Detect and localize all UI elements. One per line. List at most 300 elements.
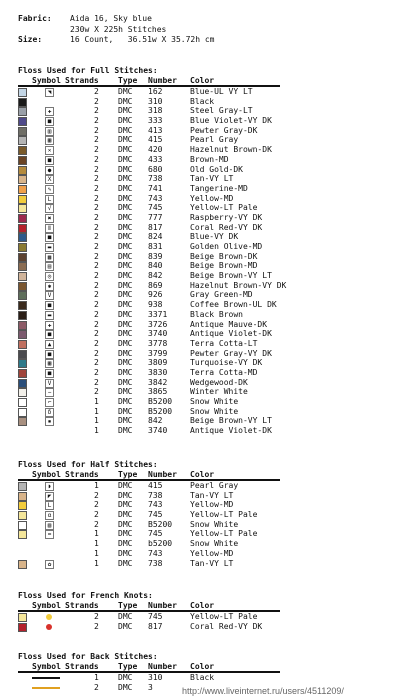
symbol-icon: ▬ — [45, 311, 54, 320]
number-cell: 3726 — [148, 319, 168, 329]
color-swatch — [18, 136, 27, 145]
color-name-cell: Antique Violet-DK — [190, 329, 272, 339]
symbol-icon: ▨ — [45, 521, 54, 530]
type-cell: DMC — [118, 397, 133, 406]
type-cell: DMC — [118, 519, 133, 529]
number-cell: 738 — [148, 174, 163, 184]
number-cell: 420 — [148, 145, 163, 155]
type-cell: DMC — [118, 300, 133, 310]
number-cell: 738 — [148, 558, 163, 568]
color-name-cell: Tan-VY LT — [190, 558, 234, 568]
type-cell: DMC — [118, 510, 133, 520]
number-cell: b5200 — [148, 539, 173, 549]
table-row — [18, 106, 280, 116]
table-row — [18, 213, 280, 223]
color-name-cell: Tangerine-MD — [190, 183, 248, 193]
strands-cell: 2 — [94, 164, 99, 174]
type-cell: DMC — [118, 348, 133, 358]
strands-cell: 2 — [94, 183, 99, 193]
symbol-icon: ▥ — [45, 127, 54, 136]
symbol-icon: ✚ — [45, 321, 54, 330]
number-cell: 738 — [148, 490, 163, 500]
number-cell: B5200 — [148, 397, 173, 406]
strands-cell: 1 — [94, 397, 99, 406]
symbol-icon: L — [45, 195, 54, 204]
number-cell: 817 — [148, 222, 163, 232]
symbol-icon: ▩ — [45, 253, 54, 262]
color-name-cell: Snow White — [190, 539, 239, 549]
strands-cell: 2 — [94, 519, 99, 529]
type-cell: DMC — [118, 242, 133, 251]
color-swatch — [18, 301, 27, 310]
color-swatch — [18, 321, 27, 330]
table-row — [18, 155, 280, 165]
strands-cell: 1 — [94, 416, 99, 426]
table-row — [18, 358, 280, 368]
type-cell: DMC — [118, 125, 133, 135]
color-name-cell: Terra Cotta-MD — [190, 367, 258, 377]
type-cell: DMC — [118, 338, 133, 348]
strands-cell: 2 — [94, 135, 99, 145]
number-cell: 817 — [148, 621, 163, 631]
table-row — [18, 135, 280, 145]
symbol-icon: ▬ — [45, 243, 54, 252]
color-swatch — [18, 530, 27, 539]
french-knots-section — [18, 591, 280, 631]
symbol-icon: ✱ — [45, 282, 54, 291]
color-name-cell: Beige Brown-VY LT — [190, 416, 272, 426]
color-swatch — [18, 156, 27, 165]
color-name-cell: Blue-VY DK — [190, 232, 239, 242]
type-cell: DMC — [118, 164, 133, 174]
color-name-cell: Terra Cotta-LT — [190, 338, 258, 348]
symbol-icon: ▪ — [45, 417, 54, 426]
number-cell: 824 — [148, 232, 163, 242]
symbol-icon: ▦ — [45, 359, 54, 368]
number-cell: 938 — [148, 300, 163, 310]
color-swatch — [18, 98, 27, 107]
section-title: Floss Used for Back Stitches: — [18, 652, 158, 661]
strands-cell: 2 — [94, 87, 99, 96]
symbol-icon: √ — [45, 204, 54, 213]
table-row — [18, 491, 280, 501]
strands-cell: 2 — [94, 106, 99, 116]
color-name-cell: Old Gold-DK — [190, 164, 243, 174]
color-name-cell: Tan-VY LT — [190, 490, 234, 500]
type-cell: DMC — [118, 174, 133, 184]
color-name-cell: Steel Gray-LT — [190, 106, 253, 116]
strands-cell: 2 — [94, 271, 99, 281]
knot-icon — [46, 624, 52, 630]
number-cell: 3 — [148, 682, 153, 692]
type-cell: DMC — [118, 621, 133, 631]
symbol-icon: ■ — [45, 369, 54, 378]
color-name-cell: Pearl Gray — [190, 481, 239, 490]
symbol-icon: ▤ — [45, 262, 54, 271]
col-type: Type — [118, 601, 138, 610]
watermark-url: http://www.liveinternet.ru/users/4511209/ — [182, 686, 344, 696]
strands-cell: 2 — [94, 212, 99, 222]
table-row — [18, 529, 280, 539]
number-cell: 413 — [148, 125, 163, 135]
strands-cell: 2 — [94, 96, 99, 106]
type-cell: DMC — [118, 135, 133, 145]
strands-cell: 1 — [94, 539, 99, 549]
color-swatch — [18, 214, 27, 223]
table-row — [18, 242, 280, 252]
col-number: Number — [148, 662, 177, 671]
color-swatch — [18, 243, 27, 252]
type-cell: DMC — [118, 106, 133, 116]
strands-cell: 1 — [94, 426, 99, 436]
table-row — [18, 252, 280, 262]
number-cell: 433 — [148, 154, 163, 164]
strands-cell: 2 — [94, 242, 99, 251]
symbol-icon: ✕ — [45, 146, 54, 155]
column-header — [18, 601, 280, 612]
table-row — [18, 87, 280, 97]
col-strands: Strands — [65, 470, 99, 479]
color-name-cell: Pewter Gray-DK — [190, 125, 258, 135]
color-swatch — [18, 560, 27, 569]
table-row — [18, 622, 280, 632]
type-cell: DMC — [118, 154, 133, 164]
number-cell: 743 — [148, 193, 163, 203]
color-swatch — [18, 408, 27, 417]
table-row — [18, 416, 280, 426]
color-swatch — [18, 272, 27, 281]
strands-cell: 2 — [94, 319, 99, 329]
number-cell: 3371 — [148, 309, 168, 319]
number-cell: 3740 — [148, 426, 168, 436]
table-row — [18, 126, 280, 136]
strands-cell: 2 — [94, 387, 99, 397]
table-row — [18, 97, 280, 107]
color-swatch — [18, 204, 27, 213]
color-name-cell: Hazelnut Brown-DK — [190, 145, 272, 155]
table-row — [18, 116, 280, 126]
strands-cell: 2 — [94, 154, 99, 164]
color-swatch — [18, 501, 27, 510]
strands-cell: 2 — [94, 682, 99, 692]
number-cell: 310 — [148, 96, 163, 106]
strands-cell: 2 — [94, 348, 99, 358]
strands-cell: 2 — [94, 300, 99, 310]
symbol-icon: ■ — [45, 156, 54, 165]
table-row — [18, 673, 280, 683]
type-cell: DMC — [118, 558, 133, 568]
col-strands: Strands — [65, 662, 99, 671]
type-cell: DMC — [118, 145, 133, 155]
table-row — [18, 165, 280, 175]
col-type: Type — [118, 662, 138, 671]
color-swatch — [18, 330, 27, 339]
pattern-header — [18, 14, 215, 46]
type-cell: DMC — [118, 682, 133, 692]
table-row — [18, 397, 280, 407]
color-swatch — [18, 398, 27, 407]
col-color: Color — [190, 662, 215, 671]
table-row — [18, 426, 280, 436]
number-cell: 3830 — [148, 367, 168, 377]
knot-icon — [46, 614, 52, 620]
number-cell: 743 — [148, 500, 163, 510]
symbol-icon: ◗ — [45, 482, 54, 491]
color-swatch — [18, 311, 27, 320]
symbol-icon: V — [45, 291, 54, 300]
color-swatch — [18, 482, 27, 491]
color-name-cell: Pewter Gray-VY DK — [190, 348, 272, 358]
color-name-cell: Snow White — [190, 519, 239, 529]
size-value: 16 Count, 36.51w X 35.72h cm — [70, 35, 215, 44]
type-cell: DMC — [118, 500, 133, 510]
floss-rows — [18, 612, 280, 631]
symbol-icon: ■ — [45, 233, 54, 242]
type-cell: DMC — [118, 539, 133, 549]
symbol-icon: Ⅱ — [45, 224, 54, 233]
type-cell: DMC — [118, 426, 133, 436]
col-number: Number — [148, 601, 177, 610]
type-cell: DMC — [118, 116, 133, 126]
table-row — [18, 520, 280, 530]
table-row — [18, 290, 280, 300]
color-swatch — [18, 233, 27, 242]
color-name-cell: Yellow-MD — [190, 193, 234, 203]
color-swatch — [18, 253, 27, 262]
type-cell: DMC — [118, 612, 133, 621]
symbol-icon: L — [45, 501, 54, 510]
color-swatch — [18, 340, 27, 349]
color-swatch — [18, 107, 27, 116]
number-cell: 743 — [148, 548, 163, 558]
type-cell: DMC — [118, 490, 133, 500]
table-row — [18, 407, 280, 417]
table-row — [18, 329, 280, 339]
col-type: Type — [118, 76, 138, 85]
table-row — [18, 174, 280, 184]
symbol-icon: ▦ — [45, 136, 54, 145]
table-row — [18, 539, 280, 549]
strands-cell: 2 — [94, 280, 99, 290]
symbol-icon: ◎ — [45, 272, 54, 281]
strands-cell: 2 — [94, 116, 99, 126]
type-cell: DMC — [118, 548, 133, 558]
type-cell: DMC — [118, 193, 133, 203]
table-row — [18, 261, 280, 271]
color-swatch — [18, 511, 27, 520]
col-strands: Strands — [65, 76, 99, 85]
floss-rows — [18, 87, 287, 436]
number-cell: 745 — [148, 612, 163, 621]
symbol-icon: − — [45, 388, 54, 397]
color-swatch — [18, 175, 27, 184]
full-stitches-section — [18, 66, 287, 436]
number-cell: 415 — [148, 135, 163, 145]
color-name-cell: Yellow-LT Pale — [190, 510, 258, 520]
strands-cell: 2 — [94, 329, 99, 339]
number-cell: 3865 — [148, 387, 168, 397]
column-header — [18, 662, 280, 673]
number-cell: 3842 — [148, 377, 168, 387]
number-cell: 333 — [148, 116, 163, 126]
color-swatch — [18, 613, 27, 622]
color-swatch — [18, 291, 27, 300]
symbol-icon: ■ — [45, 330, 54, 339]
color-swatch — [18, 492, 27, 501]
table-row — [18, 559, 280, 569]
strands-cell: 2 — [94, 193, 99, 203]
strands-cell: 2 — [94, 232, 99, 242]
column-header — [18, 76, 280, 87]
color-swatch — [18, 262, 27, 271]
strands-cell: 2 — [94, 500, 99, 510]
number-cell: 745 — [148, 510, 163, 520]
table-row — [18, 612, 280, 622]
table-row — [18, 378, 280, 388]
type-cell: DMC — [118, 529, 133, 539]
strands-cell: 2 — [94, 338, 99, 348]
half-stitches-section — [18, 460, 280, 568]
type-cell: DMC — [118, 309, 133, 319]
type-cell: DMC — [118, 481, 133, 490]
symbol-icon: α — [45, 511, 54, 520]
type-cell: DMC — [118, 261, 133, 271]
type-cell: DMC — [118, 87, 133, 96]
strands-cell: 2 — [94, 621, 99, 631]
strands-cell: 2 — [94, 145, 99, 155]
size-label: Size: — [18, 35, 43, 44]
floss-rows — [18, 481, 280, 568]
fabric-stitches: 230w X 225h Stitches — [70, 24, 167, 34]
number-cell: 3799 — [148, 348, 168, 358]
symbol-icon: = — [45, 530, 54, 539]
color-name-cell: Beige Brown-DK — [190, 251, 258, 261]
color-name-cell: Snow White — [190, 397, 239, 406]
number-cell: 415 — [148, 481, 163, 490]
color-swatch — [18, 117, 27, 126]
table-row — [18, 320, 280, 330]
color-swatch — [18, 185, 27, 194]
number-cell: 839 — [148, 251, 163, 261]
col-type: Type — [118, 470, 138, 479]
symbol-icon: ■ — [45, 117, 54, 126]
color-name-cell: Wedgewood-DK — [190, 377, 248, 387]
type-cell: DMC — [118, 367, 133, 377]
type-cell: DMC — [118, 358, 133, 368]
number-cell: 842 — [148, 416, 163, 426]
table-row — [18, 280, 287, 291]
strands-cell: 2 — [94, 125, 99, 135]
table-row — [18, 387, 280, 397]
strands-cell: 2 — [94, 222, 99, 232]
col-symbol: Symbol — [32, 470, 61, 479]
color-swatch — [18, 146, 27, 155]
number-cell: 3740 — [148, 329, 168, 339]
column-header — [18, 470, 280, 481]
type-cell: DMC — [118, 387, 133, 397]
color-swatch — [18, 379, 27, 388]
strands-cell: 2 — [94, 367, 99, 377]
color-name-cell: Golden Olive-MD — [190, 242, 263, 251]
type-cell: DMC — [118, 183, 133, 193]
color-name-cell: Coral Red-VY DK — [190, 621, 263, 631]
table-row — [18, 510, 280, 520]
strands-cell: 2 — [94, 174, 99, 184]
table-row — [18, 368, 280, 378]
section-title: Floss Used for Full Stitches: — [18, 66, 158, 75]
type-cell: DMC — [118, 416, 133, 426]
number-cell: 745 — [148, 529, 163, 539]
number-cell: 3778 — [148, 338, 168, 348]
strands-cell: 2 — [94, 510, 99, 520]
type-cell: DMC — [118, 96, 133, 106]
type-cell: DMC — [118, 203, 133, 213]
color-name-cell: Antique Mauve-DK — [190, 319, 268, 329]
color-swatch — [18, 417, 27, 426]
color-name-cell: Raspberry-VY DK — [190, 212, 263, 222]
strands-cell: 1 — [94, 529, 99, 539]
symbol-icon: δ — [45, 408, 54, 417]
color-name-cell: Tan-VY LT — [190, 174, 234, 184]
symbol-icon: ■ — [45, 301, 54, 310]
color-swatch — [18, 127, 27, 136]
color-swatch — [18, 359, 27, 368]
col-color: Color — [190, 601, 215, 610]
number-cell: 869 — [148, 280, 163, 290]
color-swatch — [18, 369, 27, 378]
color-swatch — [18, 350, 27, 359]
table-row — [18, 145, 280, 155]
color-name-cell: Yellow-MD — [190, 548, 234, 558]
col-number: Number — [148, 470, 177, 479]
type-cell: DMC — [118, 406, 133, 416]
color-swatch — [18, 88, 27, 97]
color-swatch — [18, 166, 27, 175]
number-cell: 162 — [148, 87, 163, 96]
type-cell: DMC — [118, 212, 133, 222]
type-cell: DMC — [118, 290, 133, 300]
table-row — [18, 481, 280, 491]
strands-cell: 2 — [94, 251, 99, 261]
number-cell: 310 — [148, 673, 163, 682]
number-cell: 3809 — [148, 358, 168, 368]
col-symbol: Symbol — [32, 76, 61, 85]
color-name-cell: Black Brown — [190, 309, 243, 319]
number-cell: 741 — [148, 183, 163, 193]
strands-cell: 2 — [94, 261, 99, 271]
col-color: Color — [190, 76, 215, 85]
strands-cell: 2 — [94, 490, 99, 500]
table-row — [18, 300, 280, 310]
table-row — [18, 232, 280, 242]
number-cell: 842 — [148, 271, 163, 281]
symbol-icon: Ⅹ — [45, 175, 54, 184]
number-cell: 926 — [148, 290, 163, 300]
color-name-cell: Antique Violet-DK — [190, 426, 272, 436]
col-symbol: Symbol — [32, 662, 61, 671]
color-name-cell: Yellow-LT Pale — [190, 203, 258, 213]
strands-cell: 2 — [94, 203, 99, 213]
strands-cell: 2 — [94, 377, 99, 387]
type-cell: DMC — [118, 251, 133, 261]
number-cell: 777 — [148, 212, 163, 222]
symbol-icon: ● — [45, 166, 54, 175]
color-name-cell: Gray Green-MD — [190, 290, 253, 300]
strands-cell: 1 — [94, 558, 99, 568]
table-row — [18, 223, 280, 233]
table-row — [18, 271, 280, 281]
table-row — [18, 194, 280, 204]
